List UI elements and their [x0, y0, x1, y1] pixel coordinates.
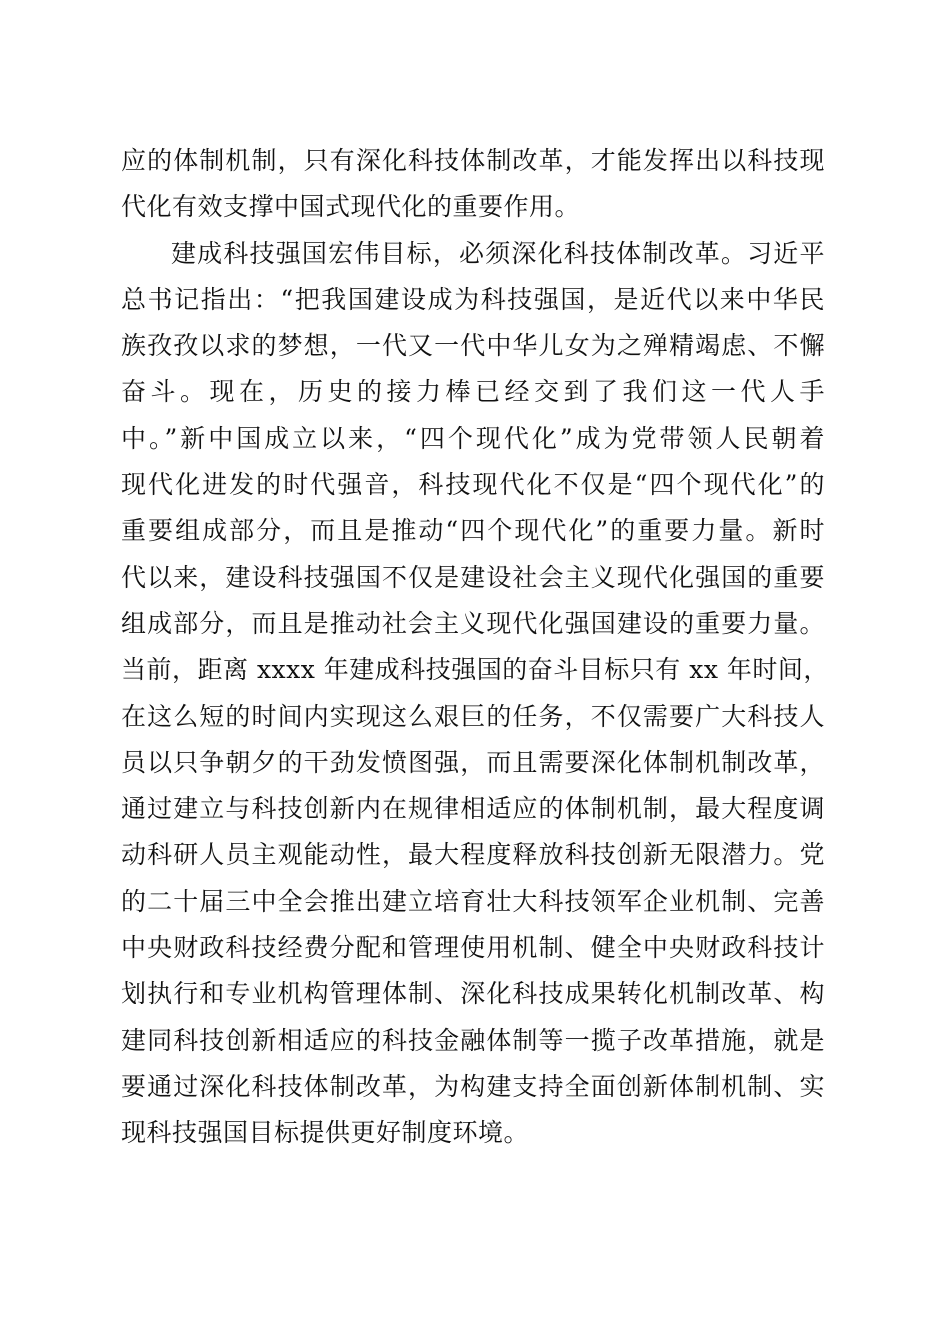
text-line: 总书记指出：“把我国建设成为科技强国，是近代以来中华民 — [121, 284, 825, 314]
body-text — [121, 138, 829, 1157]
text-line: 代以来，建设科技强国不仅是建设社会主义现代化强国的重要 — [121, 562, 825, 592]
text-line: 现科技强国目标提供更好制度环境。 — [121, 1118, 530, 1148]
text-line: 组成部分，而且是推动社会主义现代化强国建设的重要力量。 — [121, 608, 825, 638]
text-line: 建成科技强国宏伟目标，必须深化科技体制改革。习近平 — [171, 238, 825, 268]
text-line: 的二十届三中全会推出建立培育壮大科技领军企业机制、完善 — [121, 886, 825, 916]
text-line: 动科研人员主观能动性，最大程度释放科技创新无限潜力。党 — [121, 840, 825, 870]
text-line: 应的体制机制，只有深化科技体制改革，才能发挥出以科技现 — [121, 146, 825, 175]
paragraph-2 — [121, 231, 829, 1157]
text-line: 划执行和专业机构管理体制、深化科技成果转化机制改革、构 — [121, 979, 825, 1009]
text-line: 代化有效支撑中国式现代化的重要作用。 — [121, 192, 581, 222]
text-line: 现代化进发的时代强音，科技现代化不仅是“四个现代化”的 — [121, 470, 825, 500]
paragraph-1 — [121, 138, 825, 231]
text-line: 重要组成部分，而且是推动“四个现代化”的重要力量。新时 — [121, 516, 825, 546]
text-line: 奋斗。现在，历史的接力棒已经交到了我们这一代人手 — [121, 377, 825, 407]
text-line: 当前，距离 xxxx 年建成科技强国的奋斗目标只有 xx 年时间， — [121, 655, 829, 685]
text-line: 要通过深化科技体制改革，为构建支持全面创新体制机制、实 — [121, 1071, 825, 1101]
text-line: 中。”新中国成立以来，“四个现代化”成为党带领人民朝着 — [121, 423, 825, 453]
text-line: 建同科技创新相适应的科技金融体制等一揽子改革措施，就是 — [121, 1025, 825, 1055]
text-line: 通过建立与科技创新内在规律相适应的体制机制，最大程度调 — [121, 794, 825, 824]
text-line: 族孜孜以求的梦想，一代又一代中华儿女为之殚精竭虑、不懈 — [121, 331, 825, 361]
text-line: 在这么短的时间内实现这么艰巨的任务，不仅需要广大科技人 — [121, 701, 825, 731]
text-line: 中央财政科技经费分配和管理使用机制、健全中央财政科技计 — [121, 933, 825, 963]
text-line: 员以只争朝夕的干劲发愤图强，而且需要深化体制机制改革， — [121, 747, 825, 777]
